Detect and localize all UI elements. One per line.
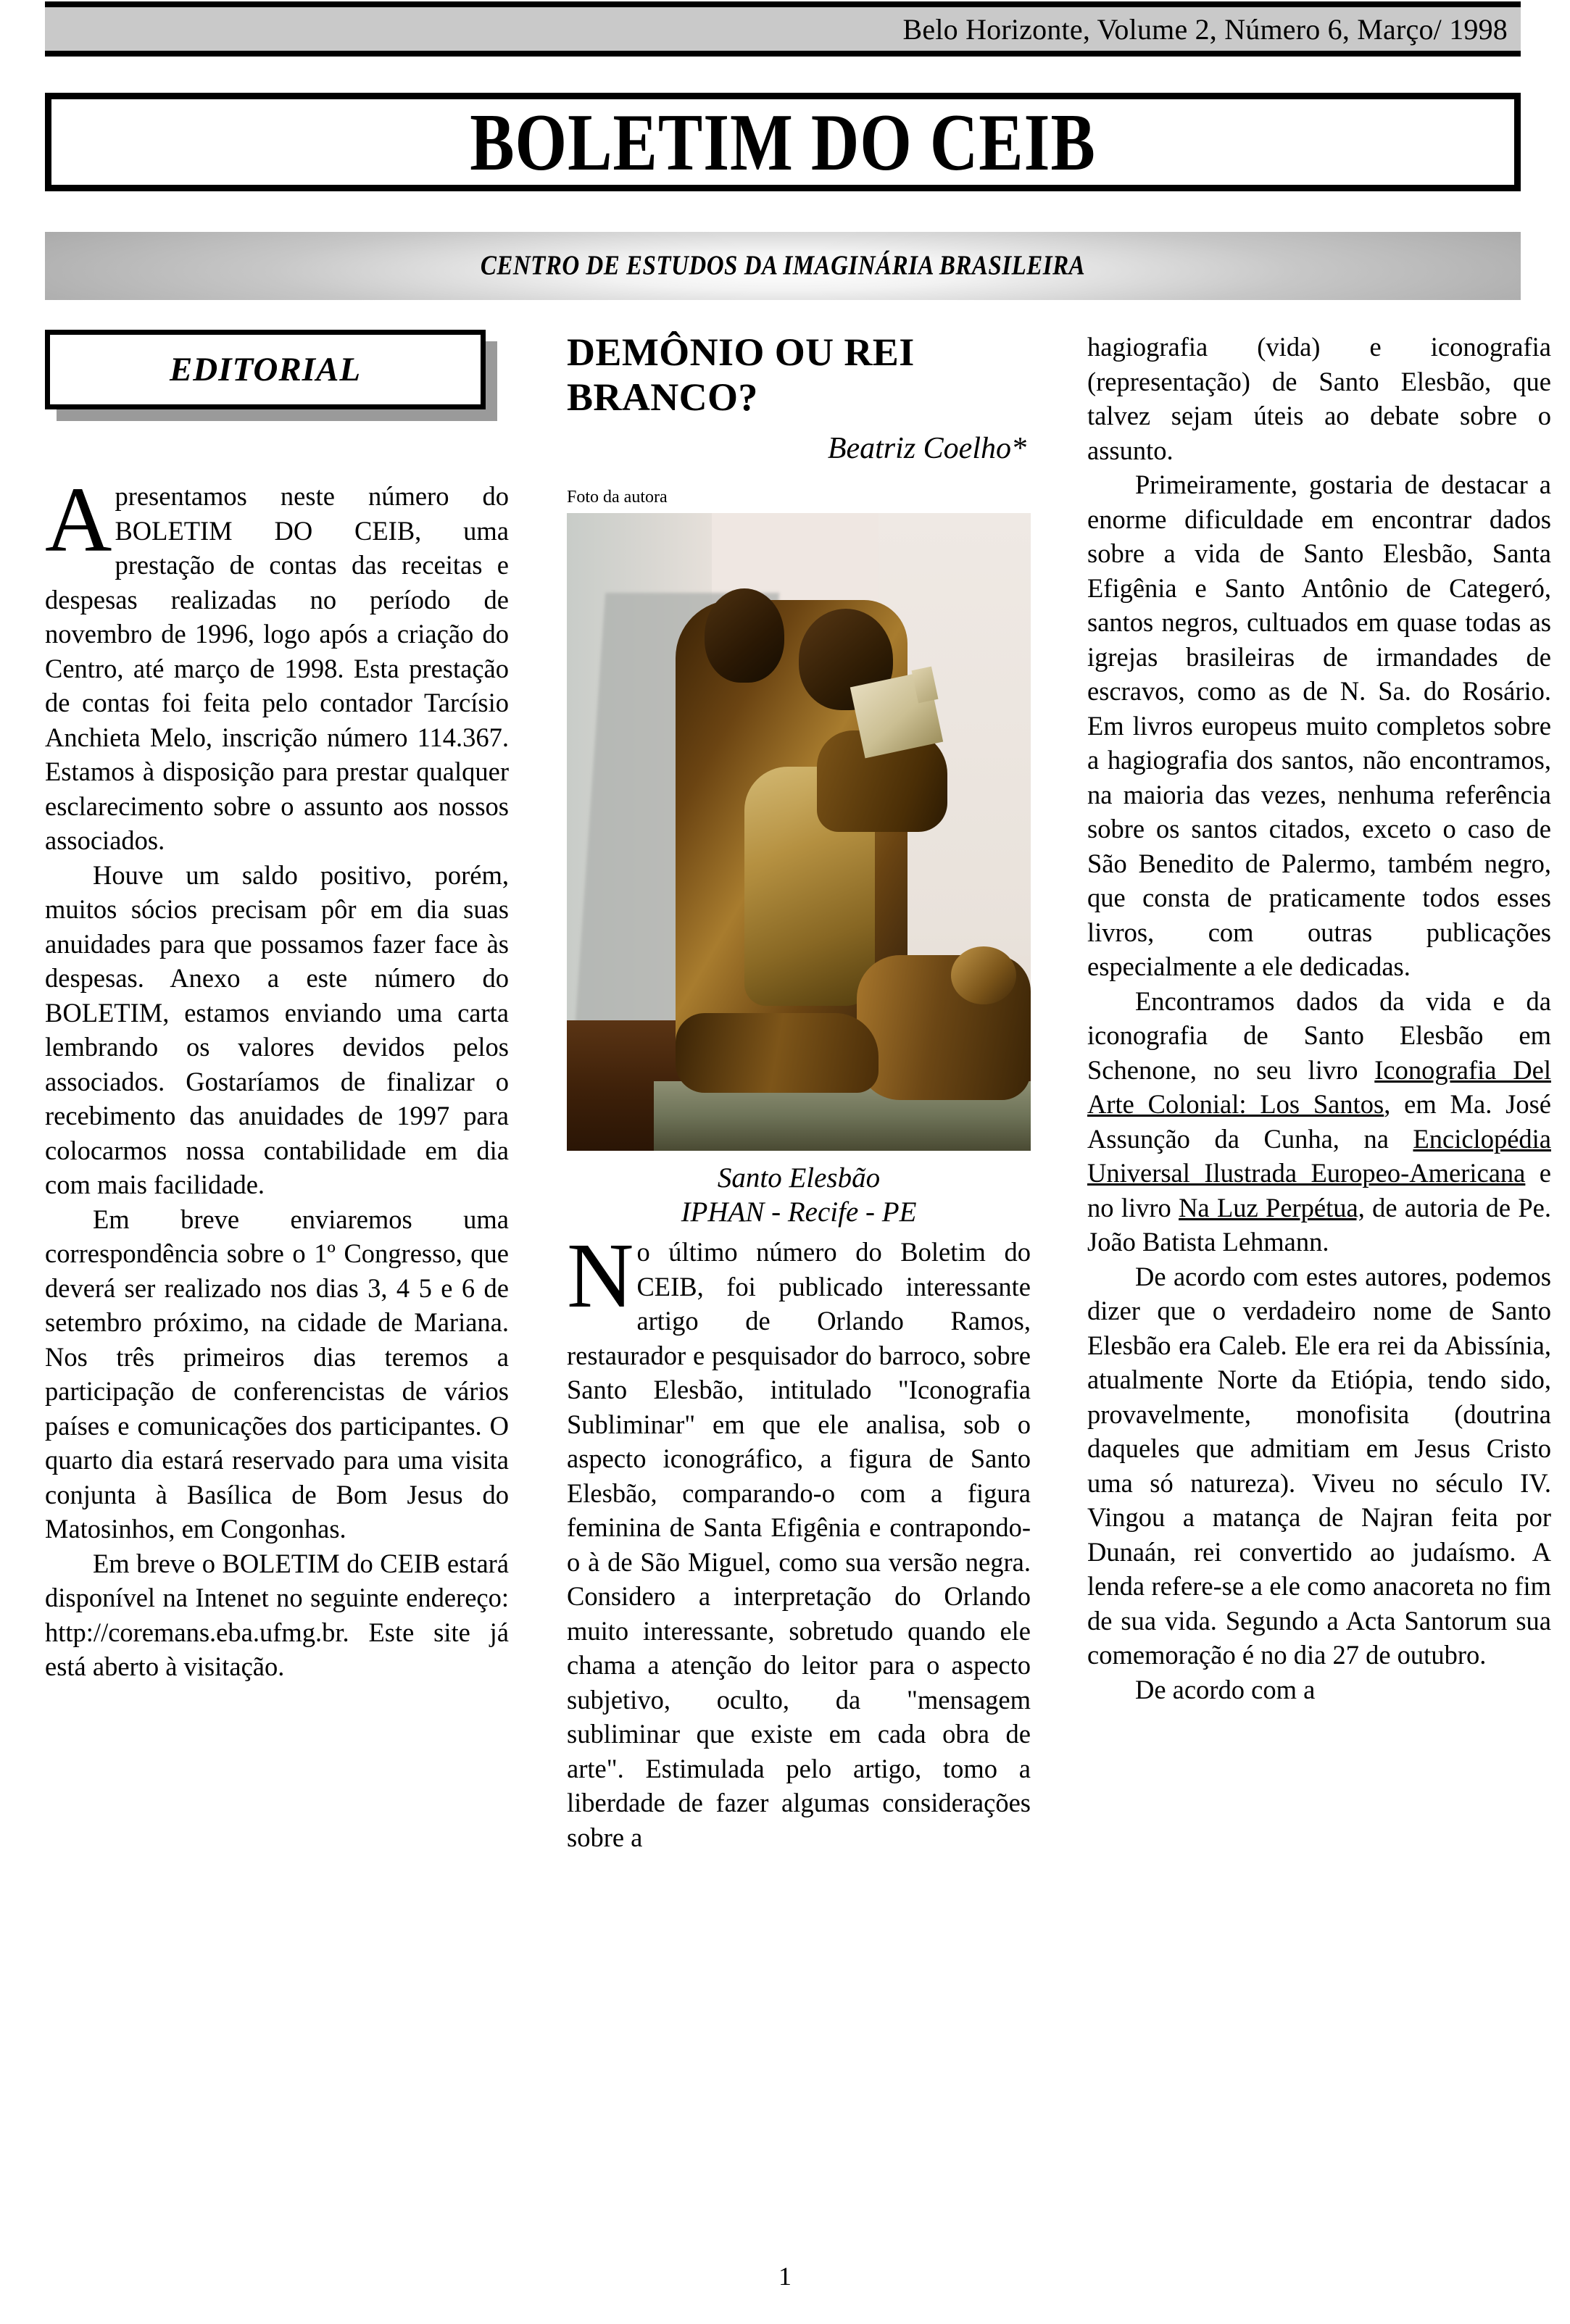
book-title-enciclopedia: Enciclopédia Universal Ilustrada Europeo-Americana <box>1087 1123 1551 1188</box>
saint-figure-leg <box>676 1013 879 1093</box>
editorial-paragraph-4: Em breve o BOLETIM do CEIB estará disponível na Intenet no seguinte endereço: http://coremans.eba.ufmg.br. Este site já está aberto à visitação. <box>45 1548 509 1681</box>
secondary-figure-head <box>705 588 784 683</box>
column-middle-article <box>567 330 1031 1854</box>
column-right-article-continued <box>1087 330 1551 1707</box>
photo-caption <box>567 1161 1031 1229</box>
issue-info-bar <box>45 1 1521 57</box>
article-paragraph-5-partial: De acordo com a <box>1135 1674 1316 1704</box>
article-paragraph-2: Primeiramente, gostaria de destacar a enorme dificuldade em encontrar dados sobre a vida de Santo Elesbão, Santa Efigênia e Santo Antônio de Categeró, santos negros, cultuados em quase todas as igrejas brasileiras de irmandades de escravos, como as de N. Sa. do Rosário. Em livros europeus muito completos sobre a hagiografia dos santos, não encontramos, na maioria das vezes, nenhuma referência sobre os santos citados, exceto o caso de São Benedito de Palermo, também negro, que consta de praticamente todos esses livros, com outras publicações especialmente a ele dedicadas. <box>1087 470 1551 981</box>
p3-text-b: , em Ma. José Assunção da Cunha, na <box>1087 1089 1552 1154</box>
issue-info-text: Belo Horizonte, Volume 2, Número 6, Março/ 1998 <box>902 12 1508 46</box>
editorial-dropcap: A <box>45 468 112 571</box>
article-paragraph-4: De acordo com estes autores, podemos dizer que o verdadeiro nome de Santo Elesbão era Caleb. Ele era rei da Abissínia, atualmente Norte da Etiópia, tendo sido, provavelmente, monofisita (doutrina daqueles que admitiam em Jesus Cristo uma só natureza). Viveu no século IV. Vingou a matança de Najran feita por Dunaán, rei convertido ao judaísmo. A lenda refere-se a ele como anacoreta no fim de sua vida. Segundo a Acta Santorum sua comemoração é no dia 27 de outubro. <box>1087 1261 1551 1670</box>
article-title: DEMÔNIO OU REI BRANCO? <box>567 330 915 419</box>
article-byline: Beatriz Coelho* <box>827 432 1026 465</box>
p3-text-d: de autoria de Pe. João Batista Lehmann. <box>1087 1192 1551 1257</box>
article-body-middle <box>567 1224 1031 1854</box>
article-paragraph-1-text: o último número do Boletim do CEIB, foi publicado interessante artigo de Orlando Ramos, restaurador e pesquisador do barroco, sobre Santo Elesbão, intitulado "Iconografia Subliminar" em que ele analisa, sob o aspecto iconográfico, a figura de Santo Elesbão, comparando-o com a figura feminina de Santa Efigênia e contrapondo-o à de São Miguel, como sua versão negra. Considero a interpretação do Orlando muito interessante, sobretudo quando ele chama a atenção do leitor para o aspecto subjetivo, oculto, da "mensagem subliminar que existe em cada obra de arte". Estimulada pelo artigo, tomo a liberdade de fazer algumas considerações sobre a <box>567 1237 1031 1852</box>
three-column-layout <box>0 330 1570 2286</box>
photo-credit: Foto da autora <box>567 488 668 507</box>
book-title-iconografia: Iconografia Del Arte Colonial: Los Santos <box>1087 1054 1551 1119</box>
publication-title-box <box>45 93 1521 191</box>
organization-subtitle: CENTRO DE ESTUDOS DA IMAGINÁRIA BRASILEIRA <box>480 250 1086 281</box>
book-title-na-luz-perpetua: Na Luz Perpétua, <box>1179 1192 1365 1223</box>
page-number: 1 <box>778 2262 792 2291</box>
editorial-header <box>45 330 509 431</box>
editorial-paragraph-3: Em breve enviaremos uma correspondência sobre o 1º Congresso, que deverá ser realizado nos dias 3, 4 5 e 6 de setembro próximo, na cidade de Mariana. Nos três primeiros dias teremos a participação de conferencistas de vários países e comunicações dos participantes. O quarto dia estará reservado para uma visita conjunta à Basílica de Bom Jesus do Matosinhos, em Congonhas. <box>45 1204 509 1544</box>
article-paragraph-3 <box>1087 984 1551 1259</box>
photo-caption-location: IPHAN - Recife - PE <box>681 1196 917 1228</box>
article-dropcap: N <box>567 1224 634 1327</box>
column-left-editorial <box>45 330 509 1684</box>
p3-text-c: e no livro <box>1087 1158 1551 1223</box>
article-paragraph-1-continued: hagiografia (vida) e iconografia (representação) de Santo Elesbão, que talvez sejam úteis ao debate sobre o assunto. <box>1087 332 1551 465</box>
editorial-box <box>45 330 486 409</box>
photo-caption-subject: Santo Elesbão <box>717 1162 881 1194</box>
publication-title: BOLETIM DO CEIB <box>470 96 1096 188</box>
editorial-paragraph-1 <box>45 468 509 858</box>
editorial-label: EDITORIAL <box>169 351 362 388</box>
fallen-figure-head <box>951 946 1016 1004</box>
article-paragraph-1 <box>567 1224 1031 1854</box>
organization-subtitle-bar <box>45 232 1521 300</box>
sculpture-photograph <box>567 513 1031 1151</box>
editorial-paragraph-1-text: presentamos neste número do BOLETIM DO CEIB, uma prestação de contas das receitas e despesas realizadas no período de novembro de 1996, logo após a criação do Centro, até março de 1998. Esta prestação de contas foi feita pelo contador Tarcísio Anchieta Melo, inscrição número 114.367. Estamos à disposição para prestar qualquer esclarecimento sobre o assunto aos nossos associados. <box>45 481 509 855</box>
editorial-paragraph-2: Houve um saldo positivo, porém, muitos sócios precisam pôr em dia suas anuidades para que possamos fazer face às despesas. Anexo a este número do BOLETIM, estamos enviando uma carta lembrando os valores devidos pelos associados. Gostaríamos de finalizar o recebimento das anuidades de 1997 para colocarmos nossa contabilidade em dia com mais facilidade. <box>45 859 509 1199</box>
p3-text-a: Encontramos dados da vida e da iconografia de Santo Elesbão em Schenone, no seu livro <box>1087 986 1551 1085</box>
editorial-body <box>45 468 509 1684</box>
article-body-right <box>1087 330 1551 1707</box>
